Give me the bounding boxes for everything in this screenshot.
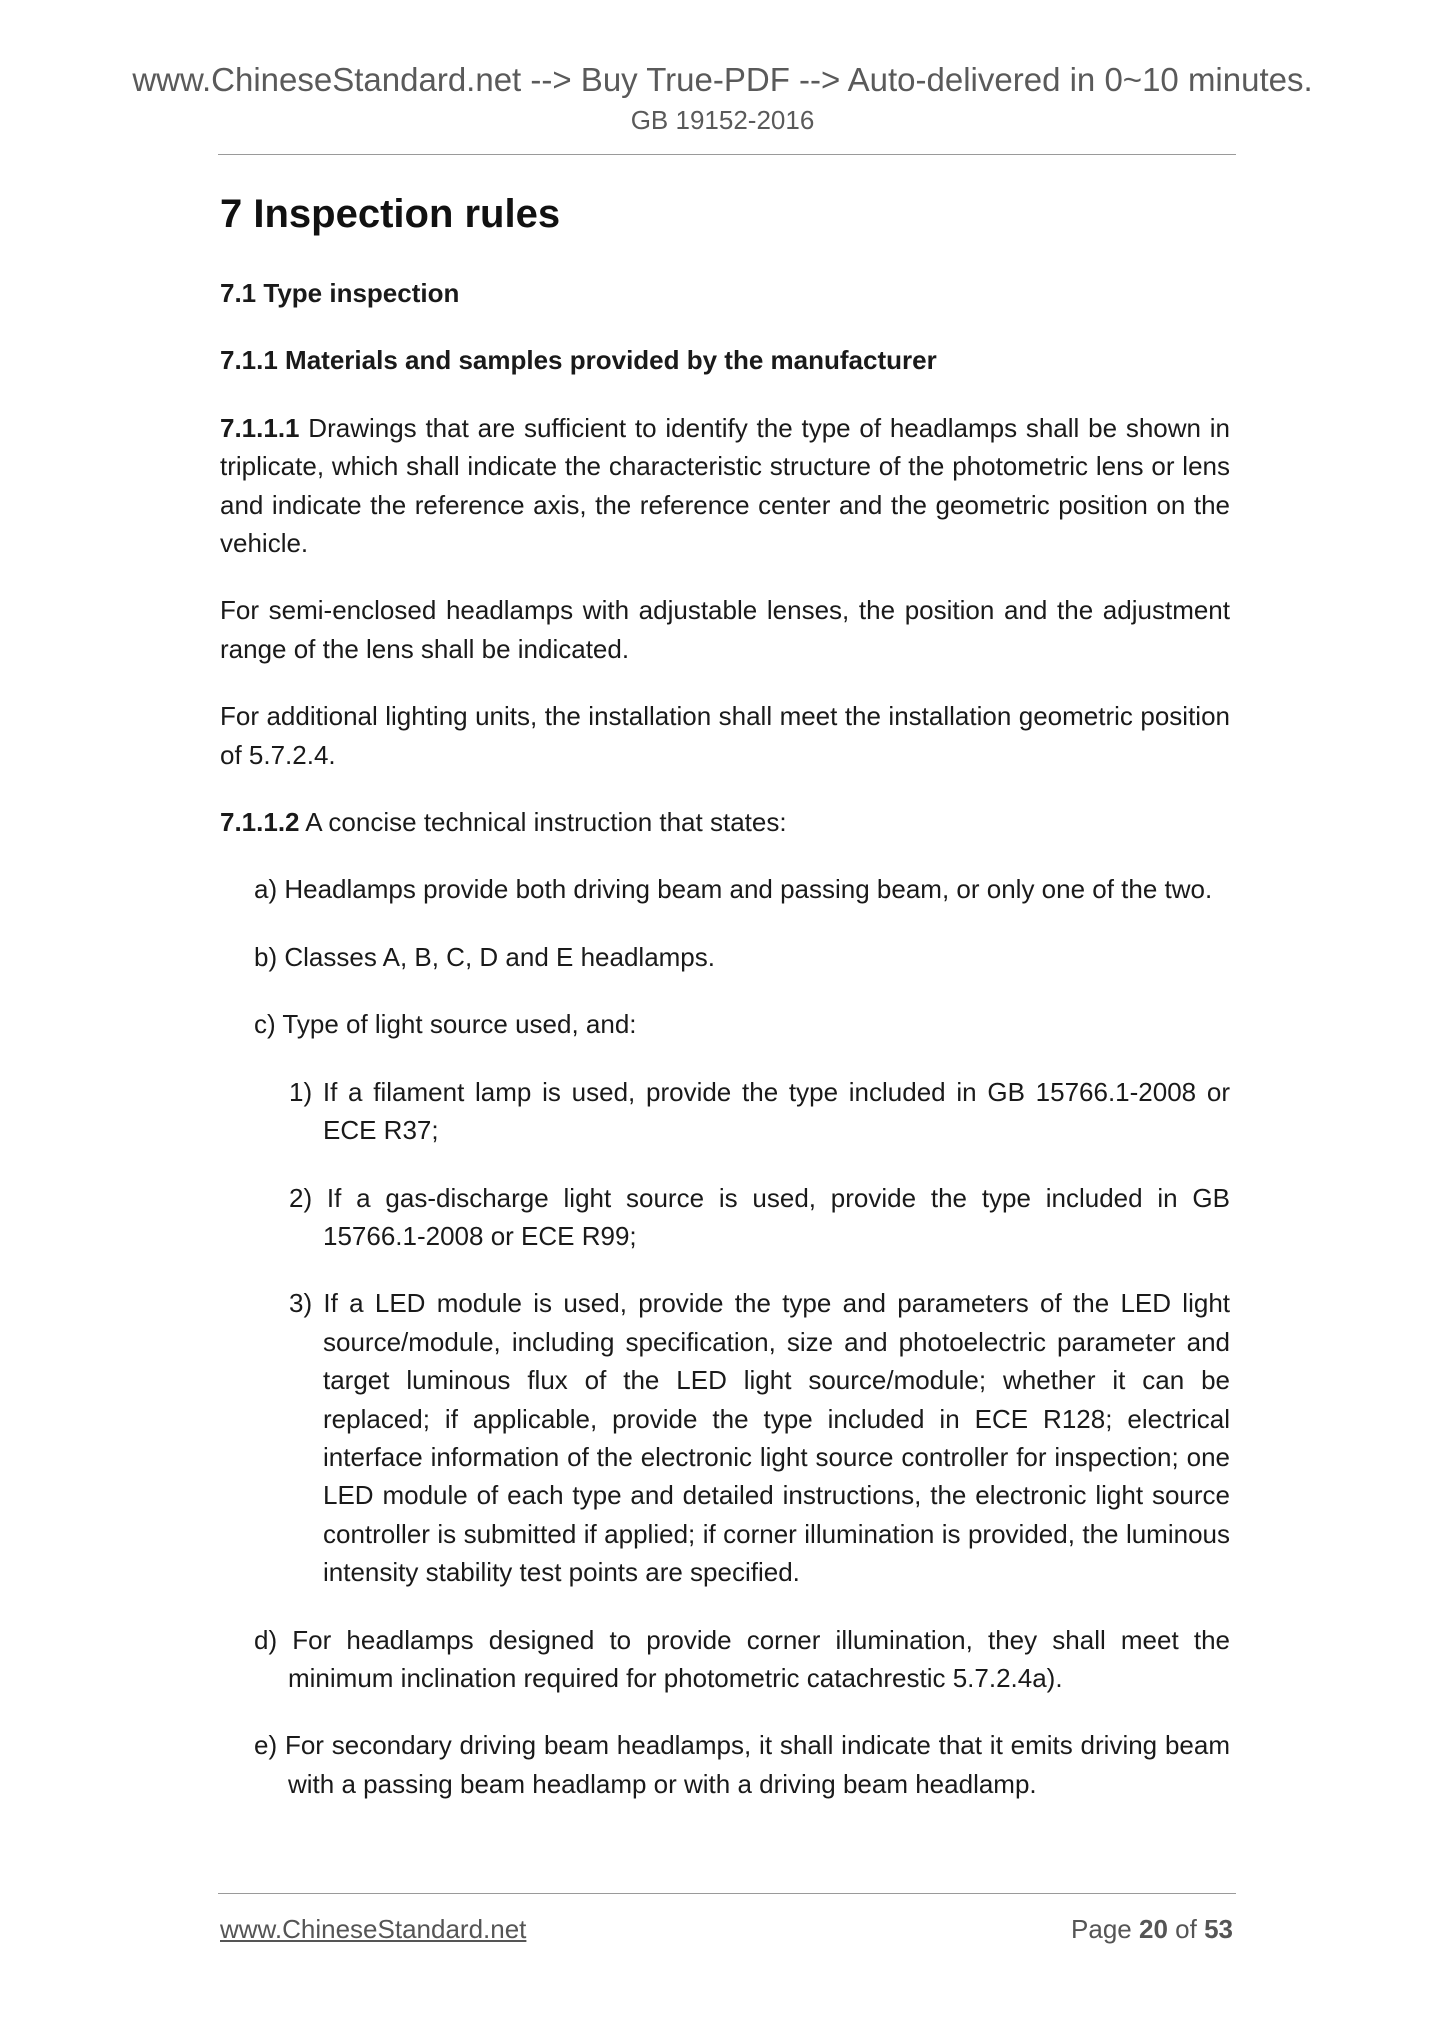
page-of: of (1175, 1914, 1197, 1944)
list-item-e: e) For secondary driving beam headlamps, it shall indicate that it emits driving beam with a passing beam headlamp or with a driving beam headlamp. (254, 1730, 1230, 1799)
subsection-title-7-1-1: 7.1.1 Materials and samples provided by the manufacturer (220, 345, 937, 376)
list-item-c3: 3) If a LED module is used, provide the type and parameters of the LED light source/module, including specification, size and photoelectric parameter and target luminous flux of the LED light source/module; whether it can be replaced; if applicable, provide the type included in ECE R128; electrical interface information of the electronic light source controller for inspection; one LED module of each type and detailed instructions, the electronic light source controller is submitted if applied; if corner illumination is provided, the luminous intensity stability test points are specified. (289, 1288, 1230, 1588)
header-banner: www.ChineseStandard.net --> Buy True-PDF --> Auto-delivered in 0~10 minutes. (132, 61, 1313, 98)
subsection-title-7-1: 7.1 Type inspection (220, 278, 460, 308)
list-item-a: a) Headlamps provide both driving beam and passing beam, or only one of the two. (254, 874, 1213, 905)
page-word: Page (1071, 1914, 1132, 1944)
list-item-d: d) For headlamps designed to provide corner illumination, they shall meet the minimum inclination required for photometric catachrestic 5.7.2.4a). (254, 1624, 1230, 1693)
paragraph-semi-enclosed: For semi-enclosed headlamps with adjustable lenses, the position and the adjustment range of the lens shall be indicated. (220, 595, 1230, 664)
clause-text: A concise technical instruction that states: (299, 807, 787, 838)
clause-number: 7.1.1.1 (220, 412, 300, 443)
list-item-c: c) Type of light source used, and: (254, 1009, 637, 1040)
page-current: 20 (1139, 1914, 1168, 1944)
clause-number: 7.1.1.2 (220, 807, 300, 838)
list-item-b: b) Classes A, B, C, D and E headlamps. (254, 941, 715, 972)
section-title: 7 Inspection rules (220, 192, 561, 236)
footer-divider (218, 1893, 1236, 1894)
page-total: 53 (1204, 1914, 1233, 1944)
paragraph-7-1-1-1 (220, 409, 1230, 563)
paragraph-additional-units: For additional lighting units, the installation shall meet the installation geometric position of 5.7.2.4. (220, 701, 1230, 770)
standard-number: GB 19152-2016 (630, 105, 815, 135)
clause-text: Drawings that are sufficient to identify the type of headlamps shall be shown in triplicate, which shall indicate the characteristic structure of the photometric lens or lens and indicate the reference axis, the reference center and the geometric position on the vehicle. (220, 412, 1230, 559)
paragraph-7-1-1-2 (220, 803, 1230, 841)
page-indicator (1071, 1912, 1233, 1946)
list-item-c2: 2) If a gas-discharge light source is used, provide the type included in GB 15766.1-2008 or ECE R99; (289, 1182, 1230, 1251)
header-divider (218, 154, 1236, 155)
list-item-c1: 1) If a filament lamp is used, provide the type included in GB 15766.1-2008 or ECE R37; (289, 1076, 1230, 1146)
footer-website-link[interactable]: www.ChineseStandard.net (220, 1914, 527, 1944)
document-body (220, 188, 1230, 1832)
